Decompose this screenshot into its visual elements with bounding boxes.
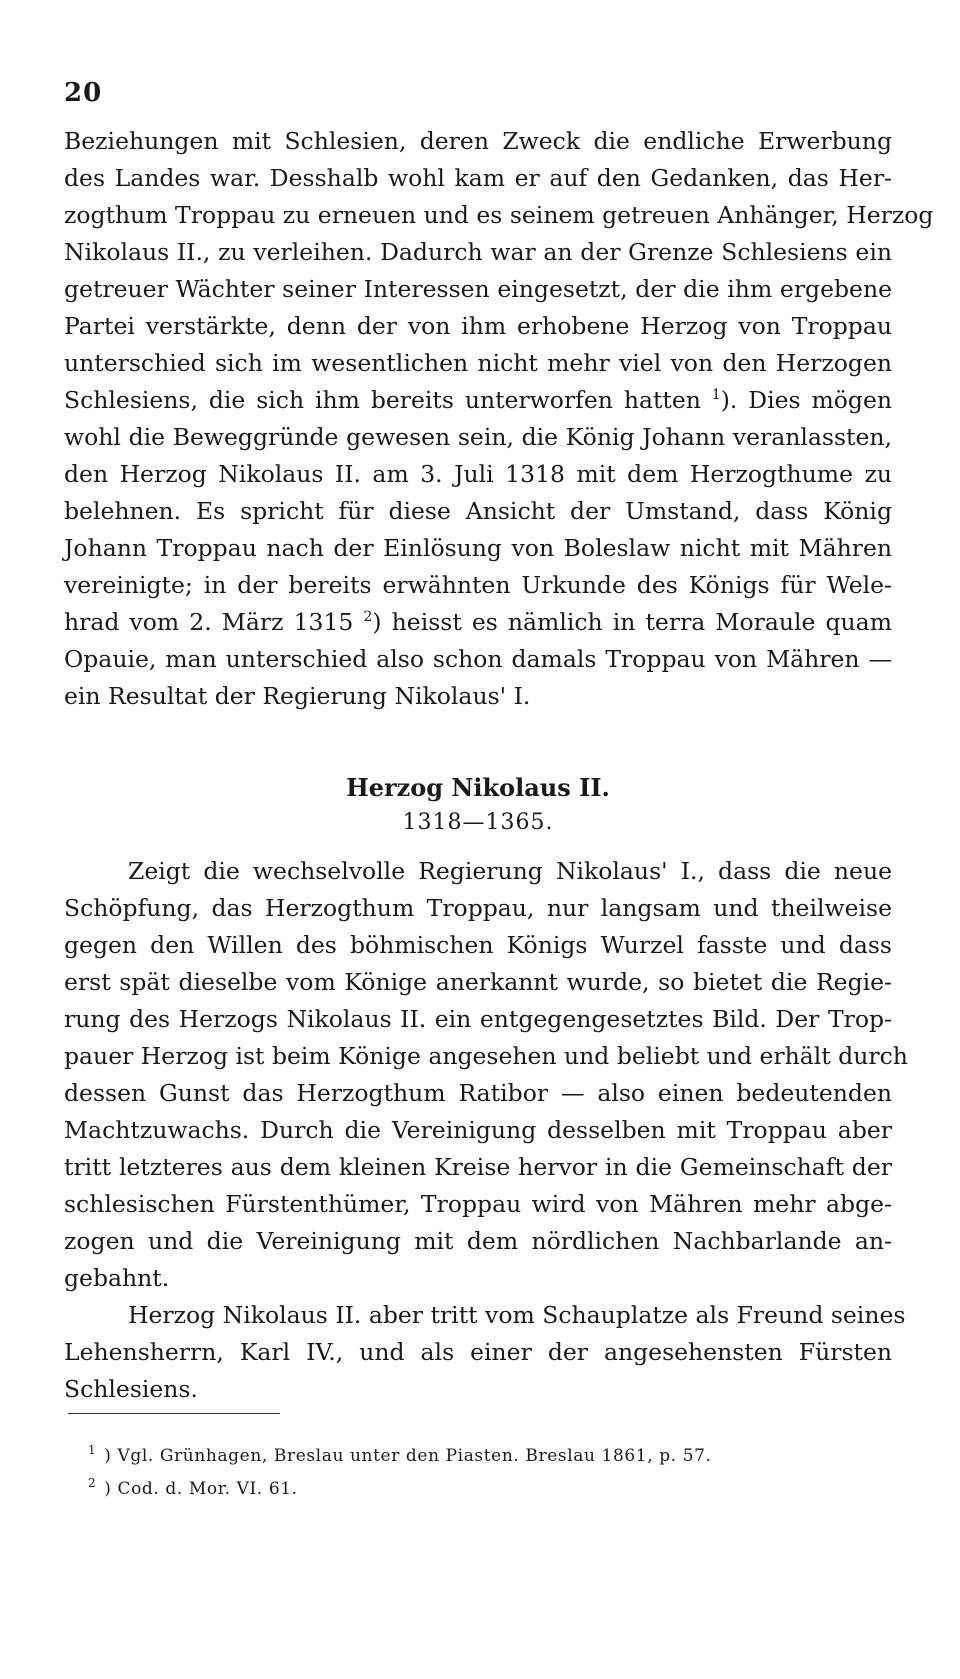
text-line: schlesischen Fürstenthümer, Troppau wird von Mähren mehr abge- [64,1190,892,1218]
footnote-number: 2 [88,1476,97,1491]
text-line: Nikolaus II., zu verleihen. Dadurch war an der Grenze Schlesiens ein [64,238,892,266]
text-line: Schöpfung, das Herzogthum Troppau, nur langsam und theilweise [64,894,892,922]
footnote-text: ) Cod. d. Mor. VI. 61. [104,1479,298,1499]
text-line: wohl die Beweggründe gewesen sein, die König Johann veranlassten, [64,423,892,451]
text-line: unterschied sich im wesentlichen nicht mehr viel von den Herzogen [64,349,892,377]
text-line: vereinigte; in der bereits erwähnten Urkunde des Königs für Wele- [64,571,892,599]
text-line: gebahnt. [64,1264,170,1292]
text-line: Zeigt die wechselvolle Regierung Nikolaus' I., dass die neue [128,857,892,885]
footnote-text: ) Vgl. Grünhagen, Breslau unter den Piasten. Breslau 1861, p. 57. [104,1446,712,1466]
text-segment: Schlesiens, die sich ihm bereits unterworfen hatten [64,386,701,414]
text-line: rung des Herzogs Nikolaus II. ein entgegengesetztes Bild. Der Trop- [64,1005,892,1033]
page-number: 20 [64,78,103,108]
text-line-with-footnote-ref [64,604,892,641]
footnote [88,1440,888,1473]
text-line: getreuer Wächter seiner Interessen eingesetzt, der die ihm ergebene [64,275,892,303]
section-years: 1318—1365. [402,810,554,835]
section-title: Herzog Nikolaus II. [346,773,610,802]
text-line: Johann Troppau nach der Einlösung von Boleslaw nicht mit Mähren [64,534,892,562]
text-line: ein Resultat der Regierung Nikolaus' I. [64,682,531,710]
footnote-divider [68,1413,280,1414]
footnote-number: 1 [88,1443,97,1458]
text-line: Machtzuwachs. Durch die Vereinigung desselben mit Troppau aber [64,1116,892,1144]
text-line: des Landes war. Desshalb wohl kam er auf den Gedanken, das Her- [64,164,892,192]
text-line: Schlesiens. [64,1375,198,1403]
text-line: Beziehungen mit Schlesien, deren Zweck die endliche Erwerbung [64,127,892,155]
text-segment: hrad vom 2. März 1315 [64,608,354,636]
footnote-reference: 2 [363,609,373,626]
paragraph-1 [64,123,934,715]
text-line: Lehensherrn, Karl IV., und als einer der angesehensten Fürsten [64,1338,892,1366]
text-line: erst spät dieselbe vom Könige anerkannt wurde, so bietet die Regie- [64,968,892,996]
text-line: Opauie, man unterschied also schon damals Troppau von Mähren — [64,645,892,673]
text-line: Herzog Nikolaus II. aber tritt vom Schauplatze als Freund seines [128,1301,906,1329]
text-segment: ). Dies mögen [720,386,892,414]
text-segment: ) heisst es nämlich in terra Moraule quam [372,608,892,636]
paragraph-2 [64,853,908,1297]
footnotes [88,1440,888,1506]
footnote-reference: 1 [711,387,721,404]
text-line: belehnen. Es spricht für diese Ansicht der Umstand, dass König [64,497,892,525]
text-line: tritt letzteres aus dem kleinen Kreise hervor in die Gemeinschaft der [64,1153,892,1181]
paragraph-3 [64,1297,906,1408]
footnote [88,1473,888,1506]
text-line-with-footnote-ref [64,382,892,419]
text-line: dessen Gunst das Herzogthum Ratibor — also einen bedeutenden [64,1079,892,1107]
text-line: Partei verstärkte, denn der von ihm erhobene Herzog von Troppau [64,312,892,340]
text-line: den Herzog Nikolaus II. am 3. Juli 1318 mit dem Herzogthume zu [64,460,892,488]
text-line: zogen und die Vereinigung mit dem nördlichen Nachbarlande an- [64,1227,892,1255]
text-line: zogthum Troppau zu erneuen und es seinem getreuen Anhänger, Herzog [64,201,934,229]
text-line: pauer Herzog ist beim Könige angesehen und beliebt und erhält durch [64,1042,908,1070]
text-line: gegen den Willen des böhmischen Königs Wurzel fasste und dass [64,931,892,959]
